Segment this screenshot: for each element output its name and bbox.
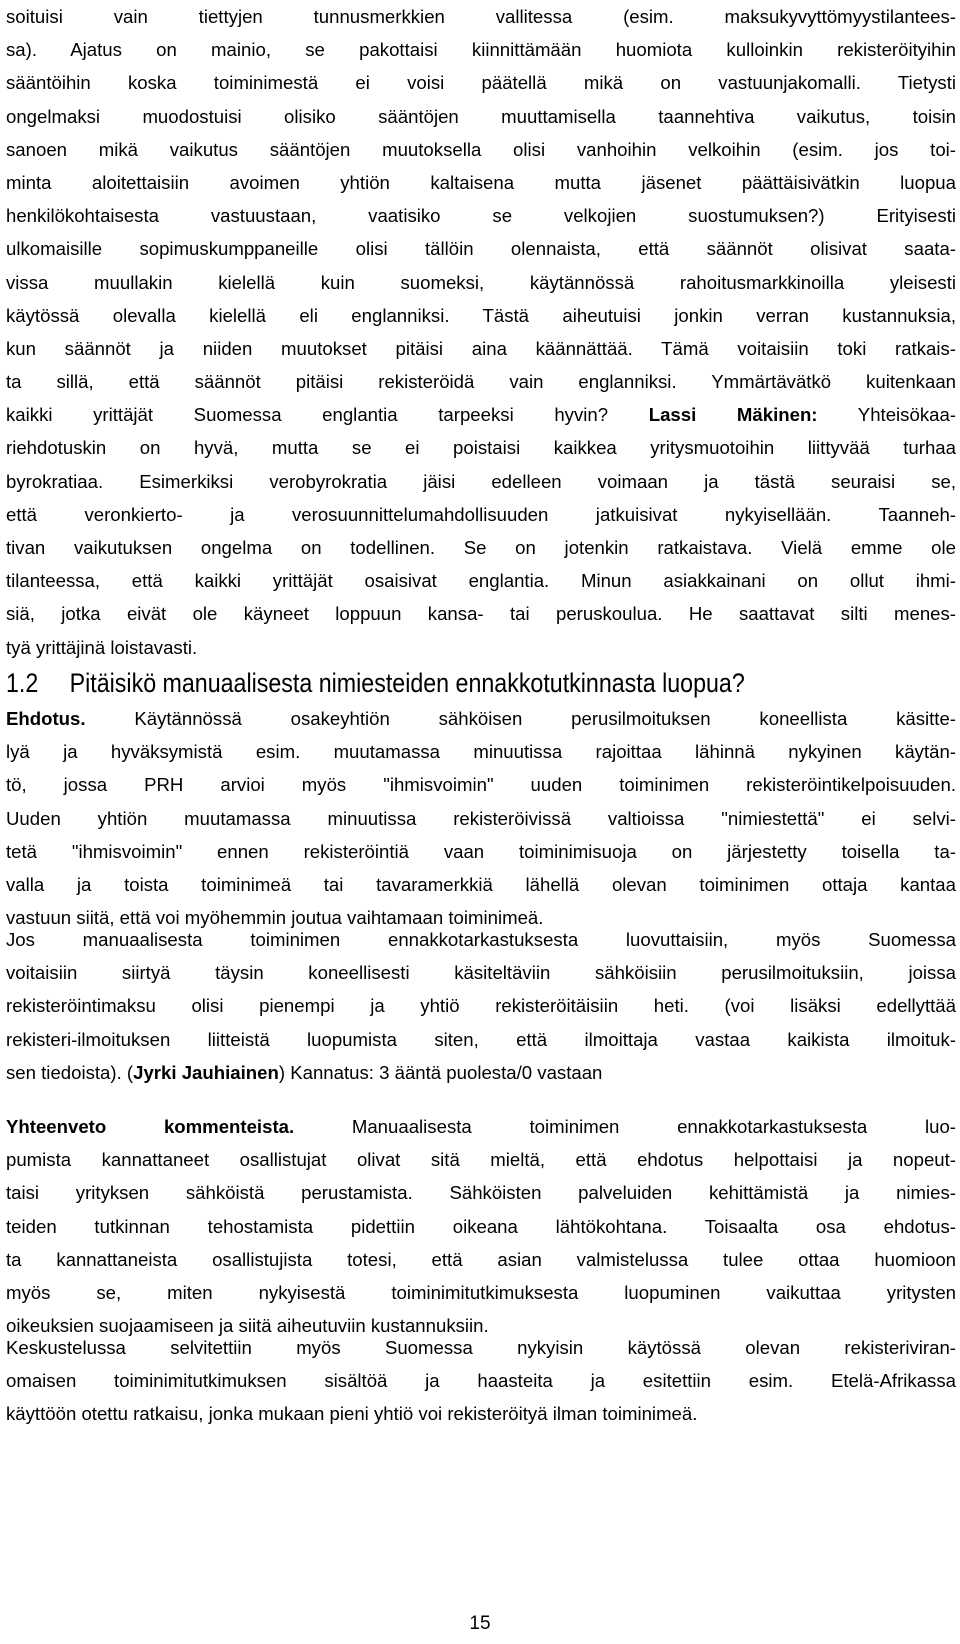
paragraph <box>6 923 956 1089</box>
text-line: riehdotuskin on hyvä, mutta se ei poistaisi kaikkea yritysmuotoihin liittyvää turhaa <box>6 437 956 459</box>
text-line <box>6 1110 956 1143</box>
text-line: soituisi vain tiettyjen tunnusmerkkien vallitessa (esim. maksukyvyttömyystilantees- <box>6 6 956 27</box>
text-line <box>6 702 956 735</box>
text-line: siä, jotka eivät ole käyneet loppuun kansa- tai peruskoulua. He saattavat silti menes- <box>6 603 956 625</box>
text-run: Yhteisökaa- <box>817 404 956 426</box>
section-title: Pitäisikö manuaalisesta nimiesteiden ennakkotutkinnasta luopua? <box>69 668 745 698</box>
paragraph-continuation <box>6 0 956 664</box>
text-run: Manuaalisesta toiminimen ennakkotarkastuksesta luo- <box>294 1116 956 1137</box>
text-line: henkilökohtaisesta vastuustaan, vaatisiko se velkojien suostumuksen?) Erityisesti <box>6 205 956 227</box>
text-line: tivan vaikutuksen ongelma on todellinen. Se on jotenkin ratkaistava. Vielä emme ole <box>6 537 956 558</box>
section-number: 1.2 <box>6 668 39 698</box>
summary-paragraph <box>6 1110 956 1342</box>
paragraph-lead: Ehdotus. <box>6 708 86 729</box>
text-line: tetä "ihmisvoimin" ennen rekisteröintiä vaan toiminimisuoja on järjestetty toisella ta- <box>6 840 956 862</box>
speaker-name: Lassi Mäkinen: <box>648 404 818 426</box>
text-line: valla ja toista toiminimeä tai tavaramerkkiä lähellä olevan toiminimen ottaja kantaa <box>6 873 956 895</box>
text-line: minta aloitettaisiin avoimen yhtiön kaltaisena mutta jäsenet päättäisivätkin luopua <box>6 171 956 193</box>
text-line: Jos manuaalisesta toiminimen ennakkotarkastuksesta luovuttaisiin, myös Suomessa <box>6 929 956 950</box>
text-line: ongelmaksi muodostuisi olisiko sääntöjen muuttamisella taannehtiva vaikutus, toisin <box>6 105 956 127</box>
text-line: tö, jossa PRH arvioi myös "ihmisvoimin" uuden toiminimen rekisteröintikelpoisuuden. <box>6 774 956 796</box>
text-line: Keskustelussa selvitettiin myös Suomessa nykyisin käytössä olevan rekisteriviran- <box>6 1337 956 1358</box>
text-run: ) Kannatus: 3 ääntä puolesta/0 vastaan <box>278 1061 603 1083</box>
text-line <box>6 1056 956 1089</box>
section-heading <box>6 666 745 700</box>
text-line: tyä yrittäjinä loistavasti. <box>6 636 198 658</box>
text-run: Käytännössä osakeyhtiön sähköisen perusilmoituksen koneellista käsitte- <box>85 708 956 729</box>
text-line: käyttöön otettu ratkaisu, jonka mukaan pieni yhtiö voi rekisteröityä ilman toiminimeä. <box>6 1403 698 1425</box>
text-line: vissa muullakin kielellä kuin suomeksi, käytännössä rahoitusmarkkinoilla yleisesti <box>6 271 956 293</box>
text-run: sen tiedoista). ( <box>6 1061 134 1083</box>
text-run: kaikki yrittäjät Suomessa englantia tarpeeksi hyvin? <box>6 404 649 426</box>
text-line: kun säännöt ja niiden muutokset pitäisi aina käännättää. Tämä voitaisiin toki ratkais- <box>6 337 956 359</box>
text-line: oikeuksien suojaamiseen ja siitä aiheutuviin kustannuksiin. <box>6 1315 489 1337</box>
text-line: sa). Ajatus on mainio, se pakottaisi kiinnittämään huomiota kulloinkin rekisteröityihin <box>6 39 956 61</box>
text-line: käytössä olevalla kielellä eli englanniksi. Tästä aiheutuisi jonkin verran kustannuksia, <box>6 304 956 326</box>
text-line: ta kannattaneista osallistujista totesi, että asian valmistelussa tulee ottaa huomioon <box>6 1248 956 1270</box>
text-line <box>6 398 956 431</box>
text-line: omaisen toiminimitutkimuksen sisältöä ja haasteita ja esitettiin esim. Etelä-Afrikassa <box>6 1370 956 1392</box>
text-line: ta sillä, että säännöt pitäisi rekisteröidä vain englanniksi. Ymmärtävätkö kuitenkaan <box>6 371 956 393</box>
text-line: voitaisiin siirtyä täysin koneellisesti käsiteltäviin sähköisiin perusilmoituksiin, joissa <box>6 962 956 984</box>
text-line: että veronkierto- ja verosuunnittelumahdollisuuden jatkuisivat nykyisellään. Taanneh- <box>6 503 956 525</box>
proposal-paragraph <box>6 702 956 934</box>
text-line: rekisteri-ilmoituksen liitteistä luopumista siten, että ilmoittaja vastaa kaikista ilmoituk- <box>6 1028 956 1050</box>
text-line: pumista kannattaneet osallistujat olivat sitä mieltä, että ehdotus helpottaisi ja nopeut- <box>6 1149 956 1171</box>
text-line: Uuden yhtiön muutamassa minuutissa rekisteröivissä valtioissa "nimiestettä" ei selvi- <box>6 807 956 829</box>
text-line: rekisteröintimaksu olisi pienempi ja yhtiö rekisteröitäisiin heti. (voi lisäksi edellyttää <box>6 995 956 1017</box>
page-number: 15 <box>469 1613 491 1634</box>
author-name: Jyrki Jauhiainen <box>133 1061 279 1083</box>
text-line: sääntöihin koska toiminimestä ei voisi päätellä mikä on vastuunjakomalli. Tietysti <box>6 72 956 94</box>
text-line: ulkomaisille sopimuskumppaneille olisi tällöin olennaista, että säännöt olisivat saata- <box>6 238 956 260</box>
text-line: myös se, miten nykyisestä toiminimitutkimuksesta luopuminen vaikuttaa yritysten <box>6 1281 956 1303</box>
text-line: lyä ja hyväksymistä esim. muutamassa minuutissa rajoittaa lähinnä nykyinen käytän- <box>6 741 956 763</box>
text-line: sanoen mikä vaikutus sääntöjen muutoksella olisi vanhoihin velkoihin (esim. jos toi- <box>6 138 956 160</box>
text-line: taisi yrityksen sähköistä perustamista. Sähköisten palveluiden kehittämistä ja nimies- <box>6 1182 956 1204</box>
paragraph-lead: Yhteenveto kommenteista. <box>6 1116 295 1137</box>
text-line: byrokratiaa. Esimerkiksi verobyrokratia jäisi edelleen voimaan ja tästä seuraisi se, <box>6 470 956 492</box>
text-line: vastuun siitä, että voi myöhemmin joutua vaihtamaan toiminimeä. <box>6 907 544 929</box>
text-line: teiden tutkinnan tehostamista pidettiin oikeana lähtökohtana. Toisaalta osa ehdotus- <box>6 1215 956 1237</box>
paragraph <box>6 1331 956 1431</box>
text-line: tilanteessa, että kaikki yrittäjät osaisivat englantia. Minun asiakkainani on ollut ihmi- <box>6 570 956 592</box>
